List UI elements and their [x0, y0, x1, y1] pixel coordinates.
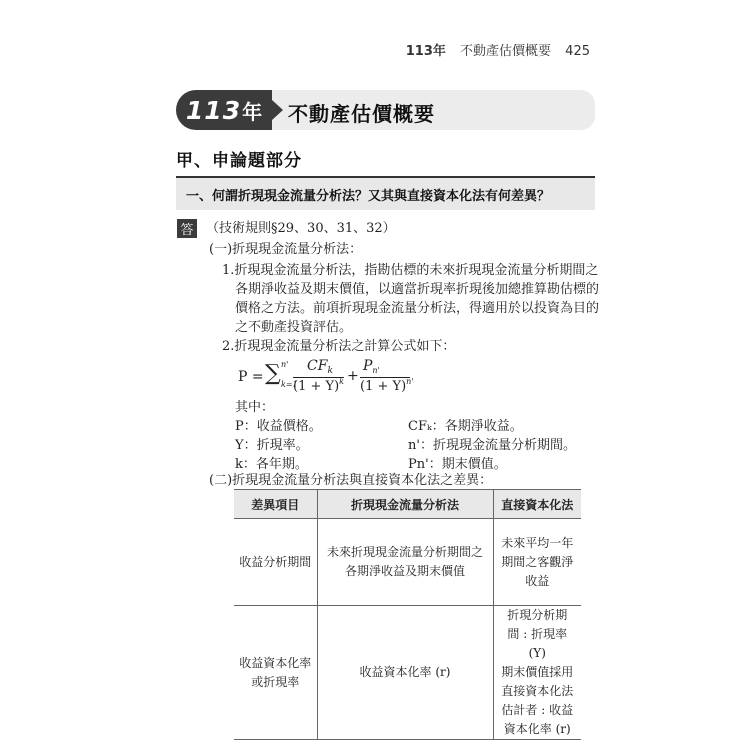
definition-p: P：收益價格。 — [235, 419, 322, 434]
year-suffix: 年 — [242, 99, 263, 124]
year-number: 113 — [185, 95, 242, 125]
page-number: 425 — [565, 44, 590, 59]
header-year: 113年 — [405, 44, 446, 59]
sum-upper: n' — [281, 360, 289, 369]
arrow-icon — [272, 100, 283, 120]
answer-badge: 答 — [177, 219, 197, 238]
table-cell-item: 收益分析期間 — [234, 519, 317, 606]
where-label: 其中： — [235, 400, 275, 415]
answer-reference: （技術規則§29、30、31、32） — [206, 221, 396, 236]
definition-y: Y：折現率。 — [235, 438, 309, 453]
table-cell-dcf: 未來折現現金流量分析期間之 各期淨收益及期末價值 — [317, 519, 493, 606]
part2-heading: (二)折現現金流量分析法與直接資本化法之差異： — [209, 473, 493, 488]
year-badge — [176, 90, 272, 130]
sum-symbol: ∑ — [265, 361, 281, 386]
item1-line: 之不動產投資評估。 — [235, 320, 353, 335]
term2-numerator: $P_{n'}$ — [363, 358, 380, 375]
item1-line: 1.折現現金流量分析法，指勘估標的未來折現現金流量分析期間之 — [222, 263, 599, 278]
sum-lower: k=1 — [281, 380, 298, 389]
chapter-title: 不動產估價概要 — [288, 102, 435, 126]
question-text: 一、何謂折現現金流量分析法？又其與直接資本化法有何差異？ — [186, 189, 551, 204]
table-row — [234, 519, 581, 606]
item2-text: 2.折現現金流量分析法之計算公式如下： — [222, 339, 456, 354]
header-title: 不動產估價概要 — [460, 44, 552, 59]
column-header: 直接資本化法 — [493, 490, 581, 519]
part1-heading: (一)折現現金流量分析法： — [209, 242, 363, 257]
column-header: 折現現金流量分析法 — [317, 490, 493, 519]
definition-cf: CFₖ：各期淨收益。 — [408, 419, 523, 434]
item1-line: 價格之方法。前項折現現金流量分析法，得適用於以投資為目的 — [235, 301, 600, 316]
plus-sign: + — [347, 368, 359, 384]
table-header-row — [234, 490, 581, 519]
formula-lhs: P = — [238, 369, 264, 385]
column-header: 差異項目 — [234, 490, 317, 519]
section-heading: 甲、申論題部分 — [176, 151, 302, 171]
definition-k: k：各年期。 — [235, 457, 308, 472]
term1-denominator: $(1 + Y)^k$ — [293, 377, 345, 394]
definition-n: n'：折現現金流量分析期間。 — [408, 438, 576, 453]
definition-pn: Pn'：期末價值。 — [408, 457, 507, 472]
comparison-table — [234, 489, 581, 740]
table-cell-direct: 未來平均一年 期間之客觀淨 收益 — [493, 519, 581, 606]
table-cell-dcf: 收益資本化率 (r) — [317, 606, 493, 740]
term1-numerator: $CF_k$ — [307, 358, 333, 376]
running-header — [406, 40, 590, 59]
table-row — [234, 606, 581, 740]
item1-line: 各期淨收益及期末價值，以適當折現率折現後加總推算勘估標的 — [235, 282, 600, 297]
dcf-formula — [238, 360, 438, 396]
table-cell-direct: 折現分析期 間 : 折現率 (Y) 期末價值採用 直接資本化法 估計者 : 收益 資本化率 (r) — [493, 606, 581, 740]
term2-denominator: $(1 + Y)^{n'}$ — [360, 377, 414, 394]
table-cell-item: 收益資本化率 或折現率 — [234, 606, 317, 740]
